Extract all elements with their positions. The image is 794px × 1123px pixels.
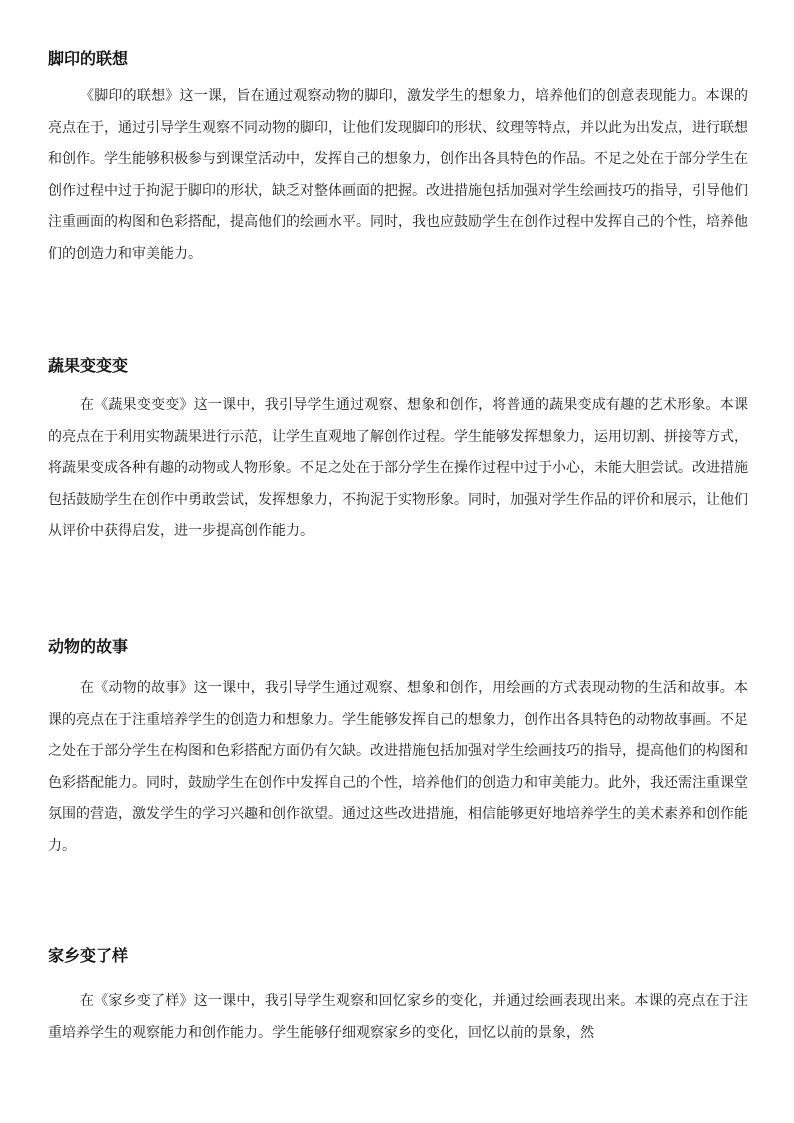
section-footprint-association <box>48 49 748 271</box>
section-title: 动物的故事 <box>48 637 129 656</box>
section-animal-story <box>48 637 748 863</box>
section-paragraph: 在《动物的故事》这一课中，我引导学生通过观察、想象和创作，用绘画的方式表现动物的生活和故事。本课的亮点在于注重培养学生的创造力和想象力。学生能够发挥自己的想象力，创作出各具特色的动物故事画。不足之处在于部分学生在构图和色彩搭配方面仍有欠缺。改进措施包括加强对学生绘画技巧的指导，提高他们的构图和色彩搭配能力。同时，鼓励学生在创作中发挥自己的个性，培养他们的创造力和审美能力。此外，我还需注重课堂氛围的营造，激发学生的学习兴趣和创作欲望。通过这些改进措施，相信能够更好地培养学生的美术素养和创作能力。 <box>48 680 748 854</box>
section-paragraph: 在《家乡变了样》这一课中，我引导学生观察和回忆家乡的变化，并通过绘画表现出来。本课的亮点在于注重培养学生的观察能力和创作能力。学生能够仔细观察家乡的变化，回忆以前的景象，然 <box>48 993 748 1041</box>
section-title: 脚印的联想 <box>48 49 129 68</box>
section-paragraph: 《脚印的联想》这一课，旨在通过观察动物的脚印，激发学生的想象力，培养他们的创意表现能力。本课的亮点在于，通过引导学生观察不同动物的脚印，让他们发现脚印的形状、纹理等特点，并以此为出发点，进行联想和创作。学生能够积极参与到课堂活动中，发挥自己的想象力，创作出各具特色的作品。不足之处在于部分学生在创作过程中过于拘泥于脚印的形状，缺乏对整体画面的把握。改进措施包括加强对学生绘画技巧的指导，引导他们注重画面的构图和色彩搭配，提高他们的绘画水平。同时，我也应鼓励学生在创作过程中发挥自己的个性，培养他们的创造力和审美能力。 <box>48 88 748 262</box>
section-hometown-changed <box>48 946 748 1049</box>
section-paragraph: 在《蔬果变变变》这一课中，我引导学生通过观察、想象和创作，将普通的蔬果变成有趣的艺术形象。本课的亮点在于利用实物蔬果进行示范，让学生直观地了解创作过程。学生能够发挥想象力，运用切割、拼接等方式，将蔬果变成各种有趣的动物或人物形象。不足之处在于部分学生在操作过程中过于小心，未能大胆尝试。改进措施包括鼓励学生在创作中勇敢尝试，发挥想象力，不拘泥于实物形象。同时，加强对学生作品的评价和展示，让他们从评价中获得启发，进一步提高创作能力。 <box>48 397 748 540</box>
section-title: 家乡变了样 <box>48 946 129 965</box>
section-title: 蔬果变变变 <box>48 356 129 375</box>
section-vegetable-fruit-transform <box>48 356 748 548</box>
